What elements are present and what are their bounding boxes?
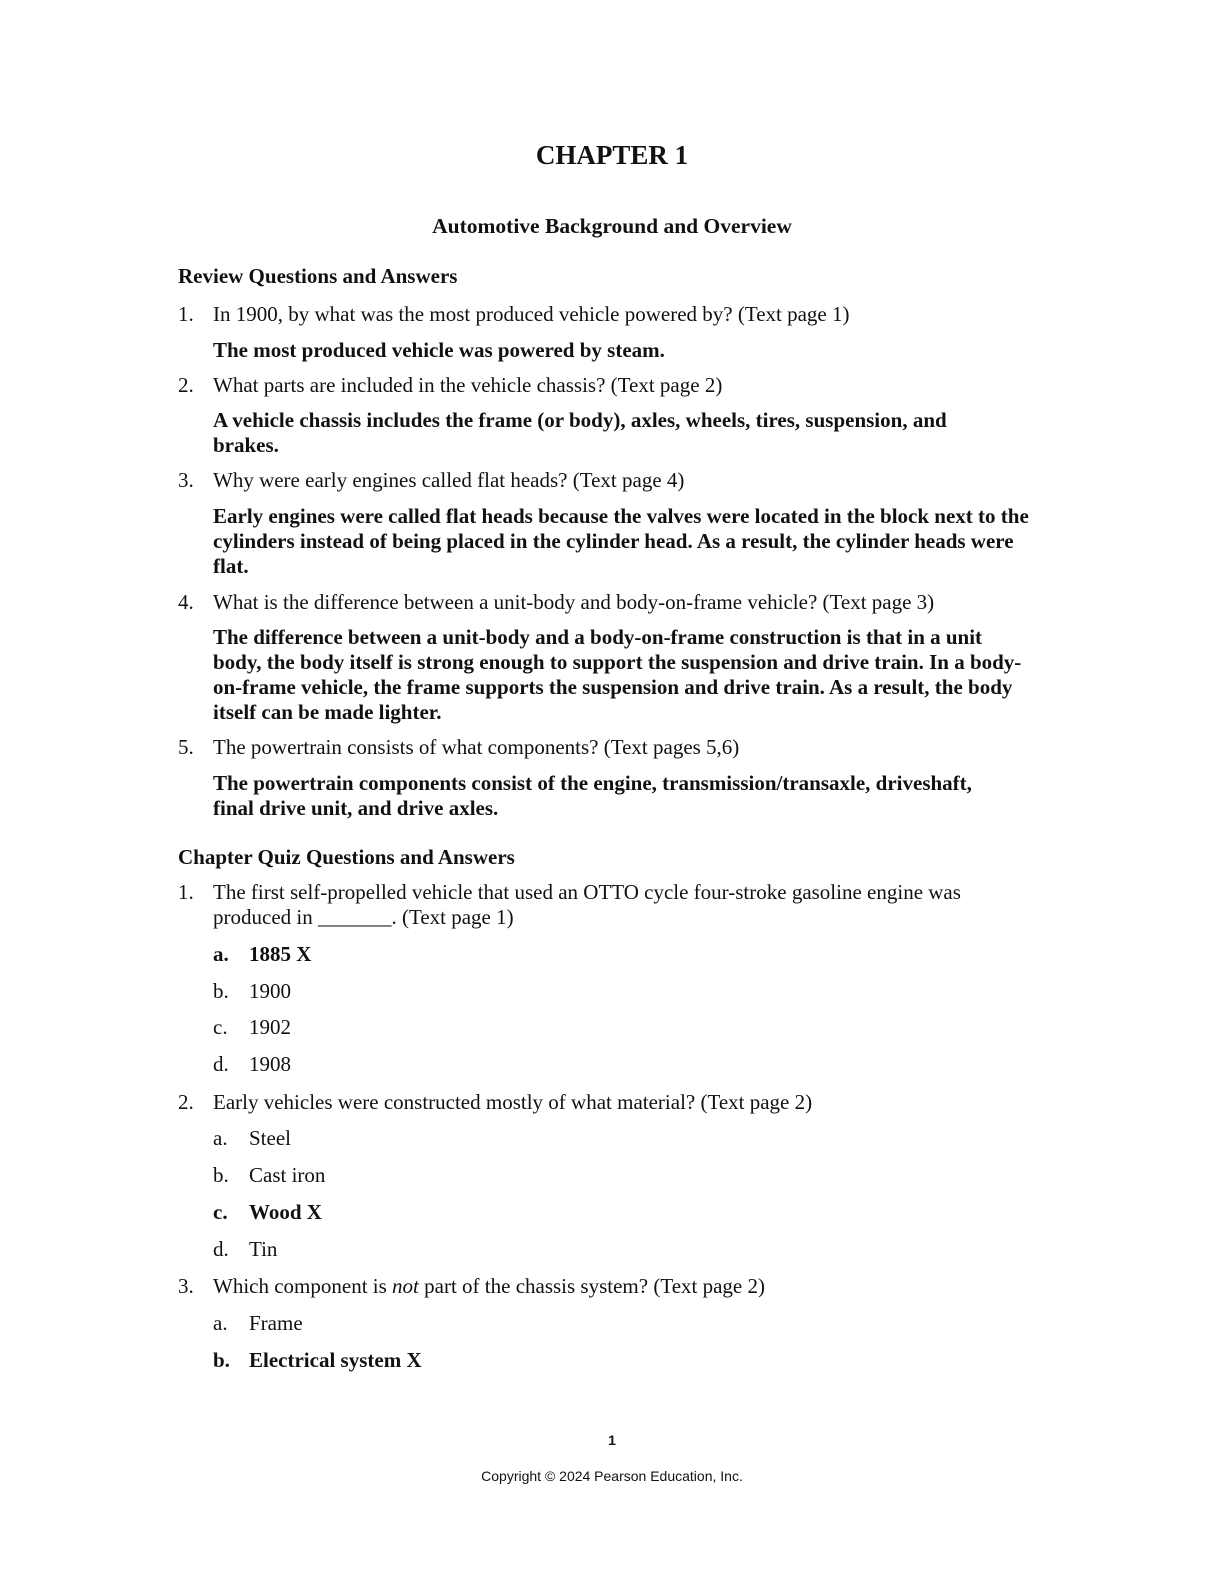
review-q5-answer: The powertrain components consist of the engine, transmission/transaxle, driveshaft, final drive unit, and drive axles. (213, 771, 972, 820)
quiz-q1-option-b: 1900 (249, 979, 291, 1003)
review-q1-number: 1. (178, 302, 194, 326)
quiz-q1-question-line1: The first self-propelled vehicle that used an OTTO cycle four-stroke gasoline engine was (213, 880, 961, 904)
review-q1-question: In 1900, by what was the most produced vehicle powered by? (Text page 1) (213, 302, 850, 326)
quiz-q1-option-c: 1902 (249, 1015, 291, 1039)
quiz-q3-question-emphasis: not (392, 1274, 419, 1298)
review-q1-answer: The most produced vehicle was powered by steam. (213, 338, 665, 362)
review-heading: Review Questions and Answers (178, 264, 458, 288)
review-q3-question: Why were early engines called flat heads? (Text page 4) (213, 468, 685, 492)
review-q5-question: The powertrain consists of what components? (Text pages 5,6) (213, 735, 740, 759)
review-q2-answer: A vehicle chassis includes the frame (or body), axles, wheels, tires, suspension, and brakes. (213, 408, 947, 457)
quiz-q2-option-b: Cast iron (249, 1163, 326, 1187)
quiz-q1-option-a-letter: a. (213, 942, 229, 966)
quiz-q1-number: 1. (178, 880, 194, 904)
quiz-q3-option-b-letter: b. (213, 1348, 230, 1372)
quiz-q2-question: Early vehicles were constructed mostly of what material? (Text page 2) (213, 1090, 813, 1114)
quiz-q3-option-a-letter: a. (213, 1311, 228, 1335)
chapter-subtitle: Automotive Background and Overview (432, 214, 792, 238)
quiz-q2-option-d: Tin (249, 1237, 278, 1261)
quiz-q1-question-line2: produced in _______. (Text page 1) (213, 905, 514, 929)
quiz-q2-option-c: Wood X (249, 1200, 322, 1224)
review-q4-question: What is the difference between a unit-body and body-on-frame vehicle? (Text page 3) (213, 590, 935, 614)
quiz-q2-option-a-letter: a. (213, 1126, 228, 1150)
quiz-q3-question-pre: Which component is (213, 1274, 393, 1298)
quiz-q1-option-a: 1885 X (249, 942, 312, 966)
review-q4-answer: The difference between a unit-body and a body-on-frame construction is that in a unit body, the body itself is strong enough to support the suspension and drive train. In a body-on-frame vehicle, the frame supports the suspension and drive train. As a result, the body itself can be made lighter. (213, 625, 1022, 724)
review-q3-number: 3. (178, 468, 194, 492)
quiz-q3-option-b: Electrical system X (249, 1348, 422, 1372)
quiz-heading: Chapter Quiz Questions and Answers (178, 845, 515, 869)
review-q4-number: 4. (178, 590, 194, 614)
quiz-q2-option-c-letter: c. (213, 1200, 228, 1224)
quiz-q1-option-d: 1908 (249, 1052, 291, 1076)
quiz-q3-question (213, 1274, 765, 1299)
review-q5-number: 5. (178, 735, 194, 759)
quiz-q3-question-post: part of the chassis system? (Text page 2) (418, 1274, 765, 1298)
quiz-q1-option-b-letter: b. (213, 979, 229, 1003)
review-q2-question: What parts are included in the vehicle chassis? (Text page 2) (213, 373, 723, 397)
quiz-q2-option-b-letter: b. (213, 1163, 229, 1187)
quiz-q2-number: 2. (178, 1090, 194, 1114)
quiz-q2-option-d-letter: d. (213, 1237, 229, 1261)
page-number: 1 (608, 1432, 616, 1448)
quiz-q2-option-a: Steel (249, 1126, 291, 1150)
chapter-title: CHAPTER 1 (535, 140, 689, 170)
quiz-q1-option-d-letter: d. (213, 1052, 229, 1076)
quiz-q3-option-a: Frame (249, 1311, 303, 1335)
review-q2-number: 2. (178, 373, 194, 397)
review-q3-answer: Early engines were called flat heads because the valves were located in the block next to the cylinders instead of being placed in the cylinder head. As a result, the cylinder heads were flat. (213, 504, 1029, 578)
quiz-q3-number: 3. (178, 1274, 194, 1298)
quiz-q1-option-c-letter: c. (213, 1015, 228, 1039)
copyright-notice: Copyright © 2024 Pearson Education, Inc. (481, 1468, 743, 1484)
